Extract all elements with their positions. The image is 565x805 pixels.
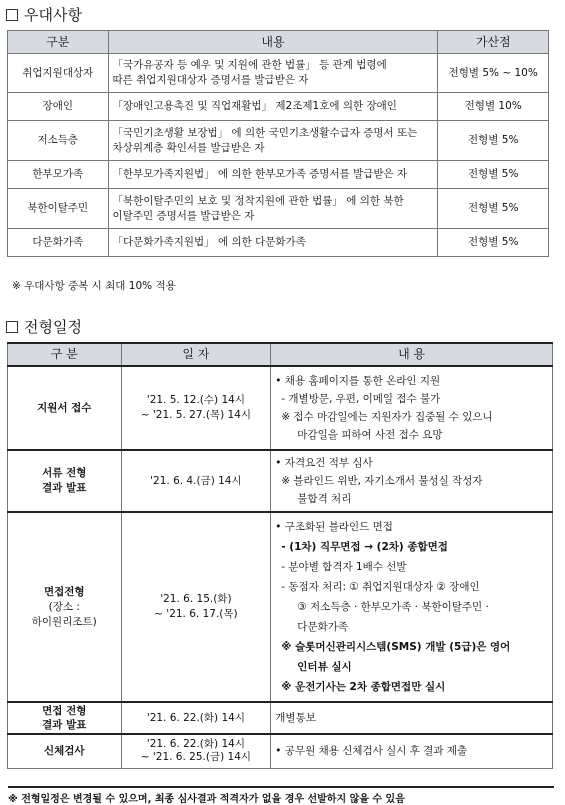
table-row — [8, 121, 549, 161]
row-date: '21. 5. 12.(수) 14시 ~ '21. 5. 27.(목) 14시 — [121, 366, 271, 450]
table-header-row — [8, 343, 553, 366]
row-date: '21. 6. 15.(화) ~ '21. 6. 17.(목) — [121, 512, 271, 702]
row-points: 전형별 5% — [438, 121, 549, 161]
table-row — [8, 93, 549, 121]
table-row — [8, 366, 553, 450]
header-content: 내용 — [108, 31, 438, 54]
row-content: • 채용 홈페이지를 통한 온라인 지원 - 개별방문, 우편, 이메일 접수 불가 ※ 접수 마감일에는 지원자가 집중될 수 있으니 마감일을 피하여 사전 접수 요망 — [271, 366, 553, 450]
row-category: 신체검사 — [8, 734, 122, 768]
checkbox-square-icon — [6, 321, 18, 333]
table-row — [8, 734, 553, 768]
checkbox-square-icon — [6, 9, 18, 21]
row-category: 면접전형 (장소 : 하이원리조트) — [8, 512, 122, 702]
table-row — [8, 512, 553, 702]
table-row — [8, 702, 553, 734]
section-title-preferences: 우대사항 — [6, 4, 82, 25]
row-category: 저소득층 — [8, 121, 109, 161]
table-row — [8, 54, 549, 93]
row-points: 전형별 10% — [438, 93, 549, 121]
row-date: '21. 6. 22.(화) 14시 — [121, 702, 271, 734]
section-title-schedule: 전형일정 — [6, 316, 82, 337]
row-content: 「국가유공자 등 예우 및 지원에 관한 법률」 등 관계 법령에 따른 취업지원대상자 증명서를 발급받은 자 — [108, 54, 438, 93]
row-content: • 공무원 채용 신체검사 실시 후 결과 제출 — [271, 734, 553, 768]
row-category: 지원서 접수 — [8, 366, 122, 450]
row-category: 한부모가족 — [8, 161, 109, 189]
header-date: 일 자 — [121, 343, 271, 366]
header-points: 가산점 — [438, 31, 549, 54]
preferences-table — [7, 30, 549, 257]
schedule-note: ※ 전형일정은 변경될 수 있으며, 최종 심사결과 적격자가 없을 경우 선발하지 않을 수 있음 — [8, 786, 554, 805]
table-row — [8, 161, 549, 189]
row-content: 「한부모가족지원법」 에 의한 한부모가족 증명서를 발급받은 자 — [108, 161, 438, 189]
row-category: 서류 전형 결과 발표 — [8, 450, 122, 512]
row-category: 북한이탈주민 — [8, 189, 109, 229]
row-category: 장애인 — [8, 93, 109, 121]
row-points: 전형별 5% — [438, 229, 549, 257]
header-content: 내 용 — [271, 343, 553, 366]
row-content: 「장애인고용촉진 및 직업재활법」 제2조제1호에 의한 장애인 — [108, 93, 438, 121]
row-category: 면접 전형 결과 발표 — [8, 702, 122, 734]
row-points: 전형별 5% — [438, 161, 549, 189]
row-category: 다문화가족 — [8, 229, 109, 257]
table-row — [8, 229, 549, 257]
row-content: • 구조화된 블라인드 면접 - (1차) 직무면접 → (2차) 종합면접 - 분야별 합격자 1배수 선발 - 동점자 처리: ① 취업지원대상자 ② 장애인 ③ 저소득층 · 한부모가족 · 북한이탈주민 · 다문화가족 ※ 슬롯머신관리시스템(SMS) 개발 (5급)은 영어 인터뷰 실시 ※ 운전기사는 2차 종합면접만 실시 — [271, 512, 553, 702]
row-date: '21. 6. 4.(금) 14시 — [121, 450, 271, 512]
table-row — [8, 189, 549, 229]
row-category: 취업지원대상자 — [8, 54, 109, 93]
row-content: 「다문화가족지원법」 에 의한 다문화가족 — [108, 229, 438, 257]
table-row — [8, 450, 553, 512]
row-content: 개별통보 — [271, 702, 553, 734]
preferences-note: ※ 우대사항 중복 시 최대 10% 적용 — [12, 280, 176, 292]
header-category: 구 분 — [8, 343, 122, 366]
row-points: 전형별 5% ~ 10% — [438, 54, 549, 93]
table-header-row — [8, 31, 549, 54]
row-content: 「국민기초생활 보장법」 에 의한 국민기초생활수급자 증명서 또는 차상위계층 확인서를 발급받은 자 — [108, 121, 438, 161]
row-date: '21. 6. 22.(화) 14시 ~ '21. 6. 25.(금) 14시 — [121, 734, 271, 768]
row-points: 전형별 5% — [438, 189, 549, 229]
header-category: 구분 — [8, 31, 109, 54]
row-content: 「북한이탈주민의 보호 및 정착지원에 관한 법률」 에 의한 북한 이탈주민 증명서를 발급받은 자 — [108, 189, 438, 229]
row-content: • 자격요건 적부 심사 ※ 블라인드 위반, 자기소개서 불성실 작성자 불합격 처리 — [271, 450, 553, 512]
schedule-table — [7, 342, 553, 769]
